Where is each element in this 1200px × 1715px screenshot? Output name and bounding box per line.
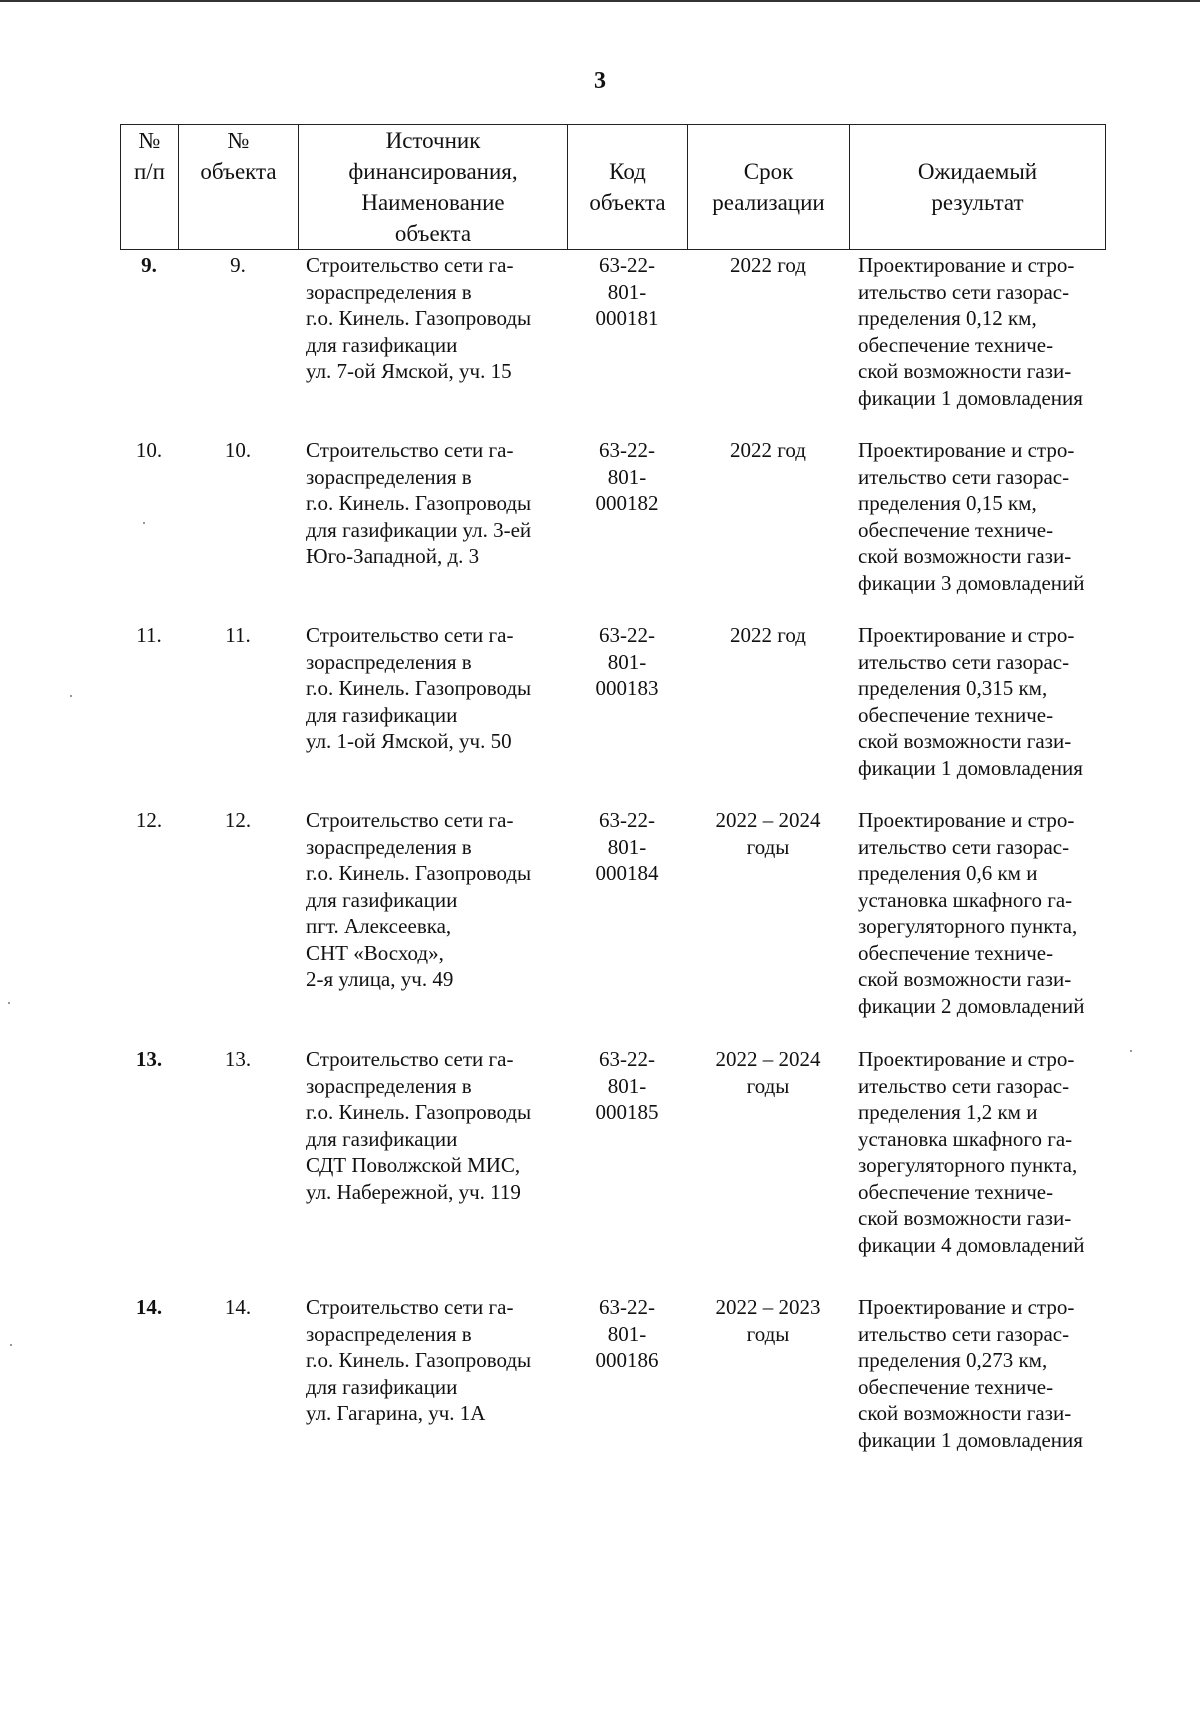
page-top-border <box>0 0 1200 2</box>
row-object-num: 10. <box>224 438 252 462</box>
row-num: 11. <box>136 623 162 647</box>
row-object-code: 63-22- 801- 000186 <box>595 1295 659 1372</box>
row-object-num: 12. <box>224 808 252 832</box>
row-num: 13. <box>135 1047 163 1071</box>
table-header <box>120 124 1106 250</box>
row-num: 9. <box>141 253 157 277</box>
scan-speck <box>8 1002 10 1004</box>
row-result: Проектирование и стро- ительство сети газорас- пределения 0,15 км, обеспечение техниче- ской возможности гази- фикации 3 домовладений <box>858 438 1085 595</box>
row-term: 2022 год <box>730 438 806 462</box>
row-object-num: 13. <box>224 1047 252 1071</box>
row-object-code: 63-22- 801- 000185 <box>595 1047 659 1124</box>
row-object-name: Строительство сети га- зораспределения в г.о. Кинель. Газопроводы для газификации ул. 1-ой Ямской, уч. 50 <box>306 623 532 753</box>
header-object-num: № объекта <box>179 125 299 250</box>
scan-speck <box>10 1344 12 1346</box>
row-num: 12. <box>135 808 163 832</box>
row-object-name: Строительство сети га- зораспределения в г.о. Кинель. Газопроводы для газификации ул. 7-ой Ямской, уч. 15 <box>306 253 532 383</box>
scan-speck <box>143 522 145 524</box>
row-object-code: 63-22- 801- 000181 <box>595 253 659 330</box>
row-result: Проектирование и стро- ительство сети газорас- пределения 0,12 км, обеспечение техниче- ской возможности гази- фикации 1 домовладения <box>858 253 1083 410</box>
row-term: 2022 год <box>730 253 806 277</box>
row-object-num: 14. <box>224 1295 252 1319</box>
row-result: Проектирование и стро- ительство сети газорас- пределения 1,2 км и установка шкафного га- зорегуляторного пункта, обеспечение техниче- ской возможности гази- фикации 4 домовладений <box>858 1047 1085 1257</box>
row-term: 2022 год <box>730 623 806 647</box>
scan-speck <box>1130 1050 1132 1052</box>
row-result: Проектирование и стро- ительство сети газорас- пределения 0,315 км, обеспечение техниче- ской возможности гази- фикации 1 домовладения <box>858 623 1083 780</box>
row-object-num: 11. <box>225 623 251 647</box>
row-term: 2022 – 2024 годы <box>715 808 821 859</box>
header-term: Срок реализации <box>688 125 850 250</box>
row-num: 10. <box>135 438 163 462</box>
header-num: № п/п <box>121 125 179 250</box>
row-object-name: Строительство сети га- зораспределения в г.о. Кинель. Газопроводы для газификации ул. 3-ей Юго-Западной, д. 3 <box>306 438 532 568</box>
row-term: 2022 – 2023 годы <box>715 1295 821 1346</box>
row-result: Проектирование и стро- ительство сети газорас- пределения 0,273 км, обеспечение техниче- ской возможности гази- фикации 1 домовладения <box>858 1295 1083 1452</box>
header-result: Ожидаемый результат <box>850 125 1106 250</box>
row-num: 14. <box>135 1295 163 1319</box>
row-result: Проектирование и стро- ительство сети газорас- пределения 0,6 км и установка шкафного га- зорегуляторного пункта, обеспечение техниче- ской возможности гази- фикации 2 домовладений <box>858 808 1085 1018</box>
row-object-name: Строительство сети га- зораспределения в г.о. Кинель. Газопроводы для газификации пгт. Алексеевка, СНТ «Восход», 2-я улица, уч. 49 <box>306 808 532 991</box>
row-object-name: Строительство сети га- зораспределения в г.о. Кинель. Газопроводы для газификации ул. Гагарина, уч. 1А <box>306 1295 532 1425</box>
row-object-name: Строительство сети га- зораспределения в г.о. Кинель. Газопроводы для газификации СДТ Поволжской МИС, ул. Набережной, уч. 119 <box>306 1047 532 1204</box>
row-object-num: 9. <box>230 253 246 277</box>
row-object-code: 63-22- 801- 000183 <box>595 623 659 700</box>
row-object-code: 63-22- 801- 000182 <box>595 438 659 515</box>
row-term: 2022 – 2024 годы <box>715 1047 821 1098</box>
header-source-name: Источник финансирования, Наименование объекта <box>299 125 568 250</box>
scan-speck <box>70 695 72 697</box>
header-object-code: Код объекта <box>568 125 688 250</box>
row-object-code: 63-22- 801- 000184 <box>595 808 659 885</box>
page-number: 3 <box>594 68 606 94</box>
